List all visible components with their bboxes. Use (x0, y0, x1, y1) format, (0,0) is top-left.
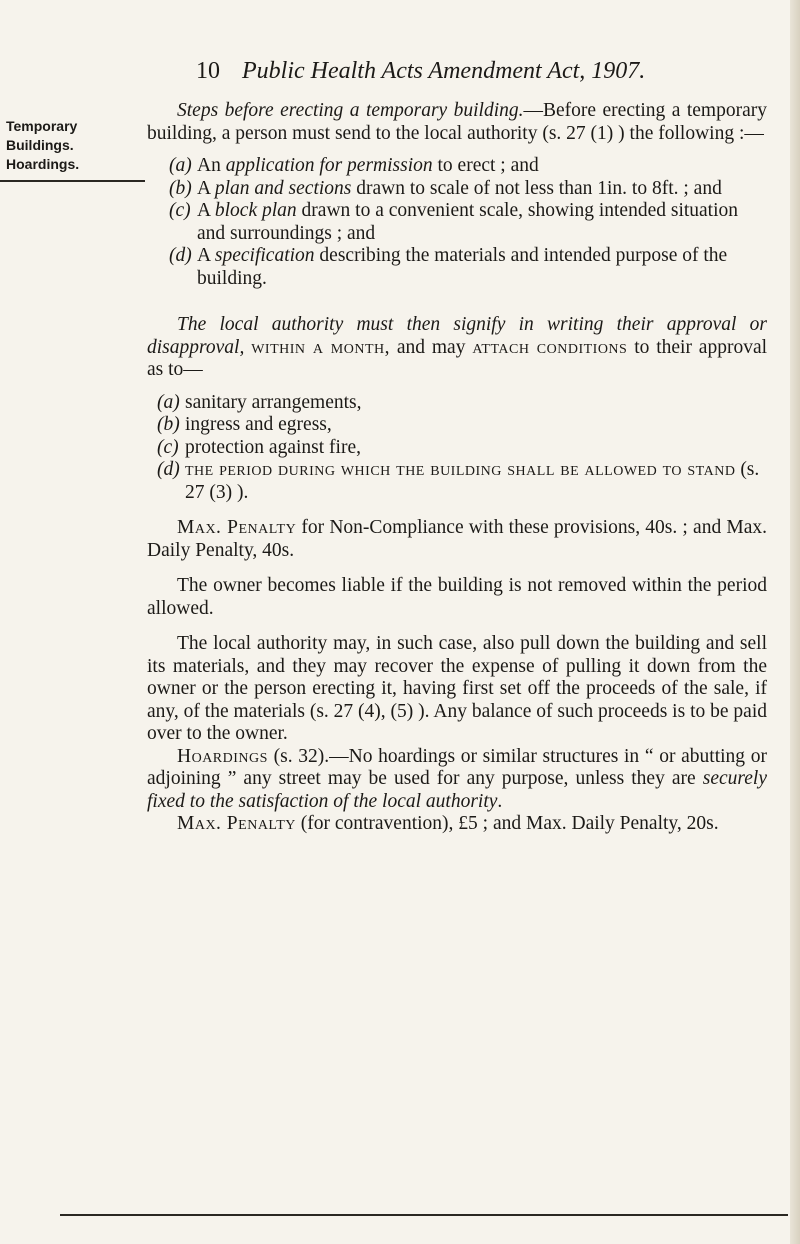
item-lead: A (197, 177, 215, 199)
intro-heading: Steps before erecting a temporary building. (177, 100, 524, 121)
conditions-list (147, 392, 767, 505)
intro-text: Before erecting a temporary building, a person must send to the local authority (s. 27 (1) ) the following :— (147, 100, 767, 144)
item-emphasis: application for permission (225, 155, 433, 176)
penalty-paragraph-2 (147, 813, 767, 836)
list-item (157, 392, 767, 415)
approval-italic: The local authority must then signify in writing their approval or disapproval, (147, 314, 767, 358)
list-item (157, 414, 767, 437)
list-text (185, 459, 767, 504)
hoardings-emphasis: securely fixed to the satisfaction of the local authority (147, 768, 767, 812)
item-tail: drawn to a convenient scale, showing intended situation and surroundings ; and (197, 200, 739, 244)
item-emphasis: plan and sections (214, 177, 352, 199)
hoardings-text: (s. 32).—No hoardings or similar structures in “ or abutting or adjoining ” any street may be used for any purpose, unless they are (147, 745, 767, 789)
list-text: ingress and egress, (185, 414, 332, 435)
list-item (169, 200, 767, 245)
bottom-rule (60, 1214, 788, 1216)
page-body (147, 100, 767, 836)
list-item (169, 178, 767, 201)
approval-paragraph (147, 314, 767, 382)
penalty-label: Max. Penalty (177, 517, 297, 538)
running-header (196, 58, 756, 85)
list-marker: (c) (169, 200, 191, 221)
item-emphasis: specification (214, 245, 315, 266)
item-tail: to erect ; and (432, 155, 539, 176)
penalty-paragraph (147, 517, 767, 562)
list-item (169, 155, 767, 178)
margin-divider (0, 180, 145, 182)
list-item (157, 437, 767, 460)
list-text: protection against fire, (185, 436, 361, 458)
owner-paragraph: The owner becomes liable if the building is not removed within the period allowed. (147, 575, 767, 619)
item-lead: A (197, 245, 215, 266)
approval-period: within a month, (251, 336, 391, 358)
item-lead: An (197, 155, 226, 176)
page-number: 10 (196, 58, 220, 84)
list-text (197, 178, 767, 201)
list-marker: (d) (157, 459, 180, 480)
list-marker: (b) (169, 177, 192, 199)
running-title: Public Health Acts Amendment Act, 1907. (242, 58, 646, 84)
item-lead: A (197, 200, 215, 221)
item-smallcaps: the period during which the building shall be allowed to stand (185, 459, 736, 480)
list-text (197, 155, 767, 178)
list-text (197, 245, 767, 290)
penalty-text: (for contravention), £5 ; and Max. Daily Penalty, 20s. (295, 813, 719, 834)
intro-paragraph (147, 100, 767, 145)
list-item (157, 459, 767, 504)
page-edge (790, 0, 800, 1244)
approval-mid: and may (390, 336, 473, 358)
list-item (169, 245, 767, 290)
item-tail: (s. 27 (3) ). (185, 459, 760, 503)
intro-dash: — (523, 100, 544, 121)
list-marker: (c) (157, 436, 179, 458)
approval-tail: to their approval as to— (147, 336, 768, 380)
list-text: sanitary arrangements, (185, 391, 362, 413)
margin-note (6, 117, 80, 174)
list-text (197, 200, 767, 245)
margin-note-line: Temporary (6, 118, 78, 134)
list-marker: (a) (169, 155, 192, 176)
margin-note-line: Buildings. (6, 137, 74, 153)
item-emphasis: block plan (214, 200, 297, 221)
list-marker: (d) (169, 245, 192, 266)
hoardings-paragraph (147, 746, 767, 814)
pulldown-paragraph: The local authority may, in such case, also pull down the building and sell its materials, and they may recover the expense of pulling it down from the owner or the person erecting it, having first set off the proceeds of the sale, if any, of the materials (s. 27 (4), (5) ). Any balance of such proceeds is to be paid over to the owner. (147, 633, 767, 744)
list-marker: (a) (157, 391, 180, 413)
required-documents-list (147, 155, 767, 290)
list-marker: (b) (157, 414, 180, 435)
approval-conditions: attach conditions (472, 336, 628, 358)
hoardings-heading: Hoardings (177, 745, 268, 767)
margin-note-line: Hoardings. (6, 156, 80, 172)
penalty-text: for Non-Compliance with these provisions, 40s. ; and Max. Daily Penalty, 40s. (147, 517, 768, 561)
penalty-label: Max. Penalty (177, 813, 296, 834)
hoardings-end: . (497, 790, 503, 812)
item-tail: describing the materials and intended purpose of the building. (197, 245, 728, 289)
item-tail: drawn to scale of not less than 1in. to 8ft. ; and (351, 177, 722, 199)
